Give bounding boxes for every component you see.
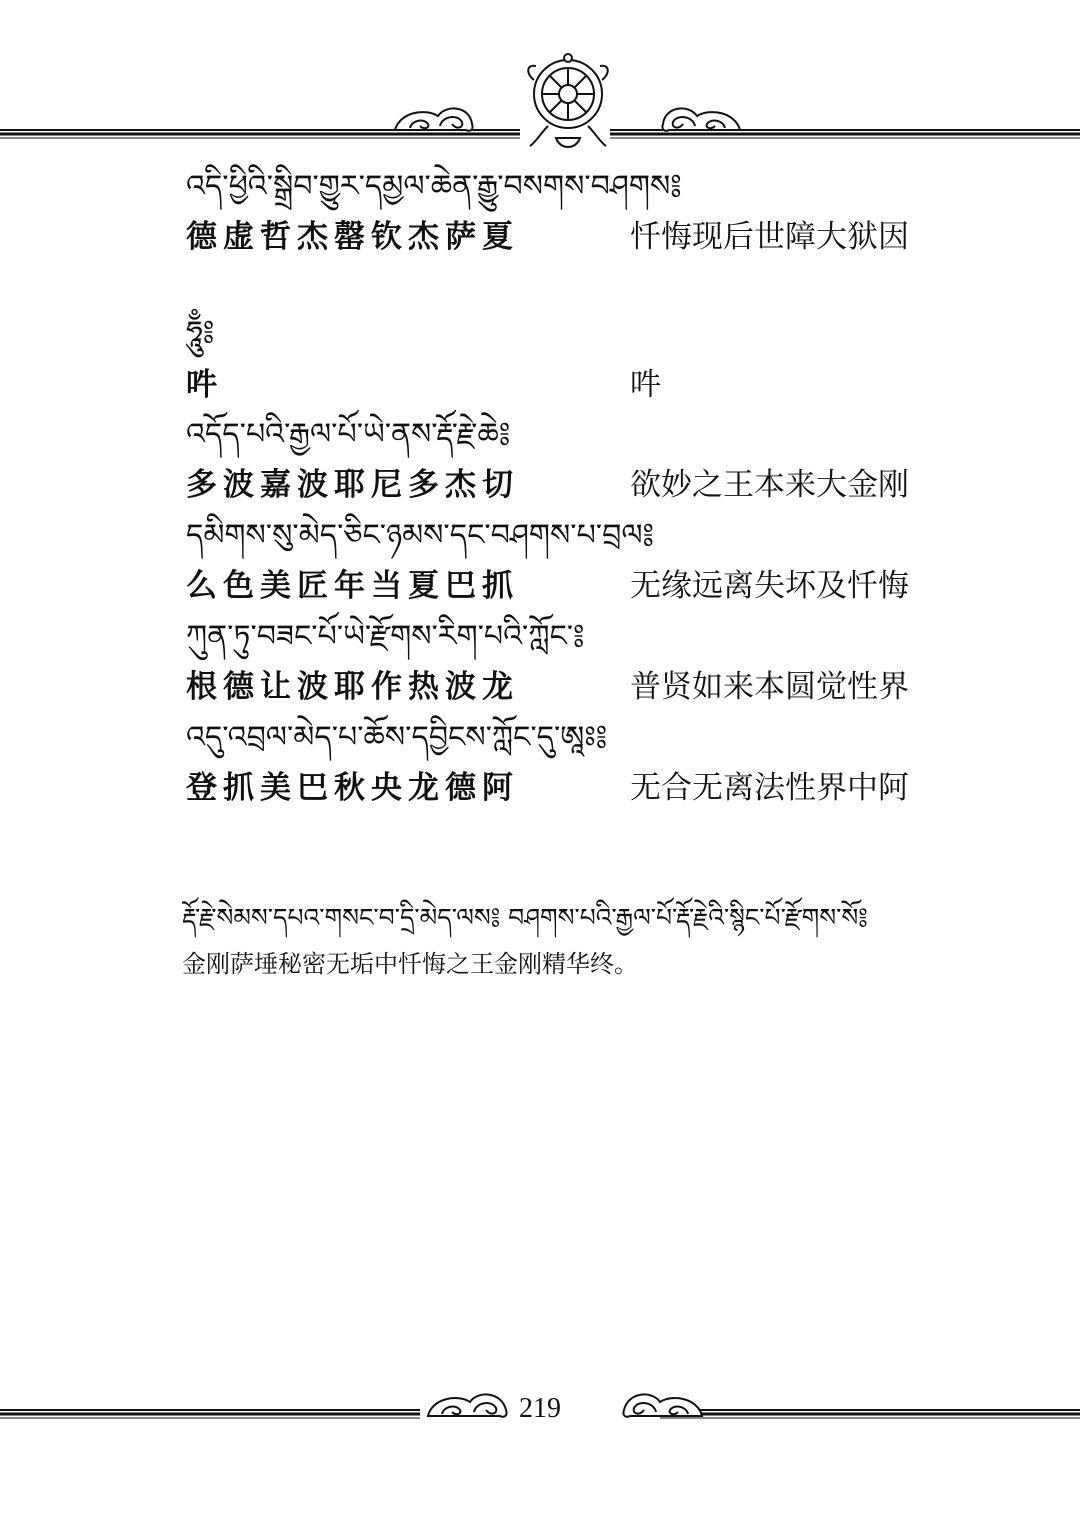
transliteration-line: 德虚哲杰罄钦杰萨夏 [186, 219, 519, 255]
chinese-translation: 普贤如来本圆觉性界 [630, 669, 909, 705]
tibetan-line: དམིགས་སུ་མེད་ཅིང་ཉམས་དང་བཤགས་པ་བྲལ༔ [186, 518, 654, 553]
cloud-scroll-icon [395, 108, 473, 130]
verse-2 [186, 410, 946, 510]
transliteration-line: 登抓美巴秋央龙德阿 [186, 770, 519, 806]
cloud-scroll-icon [662, 108, 740, 130]
tibetan-syllable: ཧཱུྃ༔ [186, 315, 215, 350]
page-number: 219 [519, 1393, 561, 1424]
transliteration-line: 吽 [186, 367, 223, 403]
dharma-wheel-icon [528, 54, 608, 147]
transliteration-line: 么色美匠年当夏巴抓 [186, 568, 519, 604]
chinese-translation: 吽 [630, 367, 661, 403]
chinese-translation: 无缘远离失坏及忏悔 [630, 568, 909, 604]
tibetan-line: འདོད་པའི་རྒྱལ་པོ་ཡེ་ནས་རྡོ་རྗེ་ཆེ༔ [186, 417, 511, 452]
header-ornament [0, 50, 1080, 160]
verse-3 [186, 511, 946, 611]
header-rule-left [0, 130, 520, 138]
tibetan-line: ཀུན་ཏུ་བཟང་པོ་ཡེ་རྫོགས་རིག་པའི་ཀློང་༔ [186, 619, 585, 654]
colophon-chinese: 金刚萨埵秘密无垢中忏悔之王金刚精华终。 [182, 950, 638, 978]
verse-4 [186, 612, 946, 712]
transliteration-line: 根德让波耶作热波龙 [186, 669, 519, 705]
header-rule-right [610, 130, 1080, 138]
transliteration-line: 多波嘉波耶尼多杰切 [186, 467, 519, 503]
tibetan-line: འདི་ཕྱིའི་སྒྲིབ་གྱུར་དམྱལ་ཆེན་རྒྱུ་བསགས་བཤགས༔ [186, 169, 682, 204]
colophon-tibetan: རྡོ་རྗེ་སེམས་དཔའ་གསང་བ་དྲི་མེད་ལས༔ བཤགས་པའི་རྒྱལ་པོ་རྡོ་རྗེའི་སྙིང་པོ་རྫོགས་སོ༔ [182, 903, 868, 932]
verse-5 [186, 713, 946, 813]
tibetan-line: འདུ་འབྲལ་མེད་པ་ཆོས་དབྱིངས་ཀློང་དུ་ཨཱཿ༔ [186, 720, 608, 755]
chinese-translation: 无合无离法性界中阿 [630, 770, 909, 806]
verse-1 [186, 162, 946, 262]
chinese-translation: 忏悔现后世障大狱因 [630, 219, 909, 255]
chinese-translation: 欲妙之王本来大金刚 [630, 467, 909, 503]
colophon [182, 895, 962, 987]
hum-section [186, 308, 946, 410]
